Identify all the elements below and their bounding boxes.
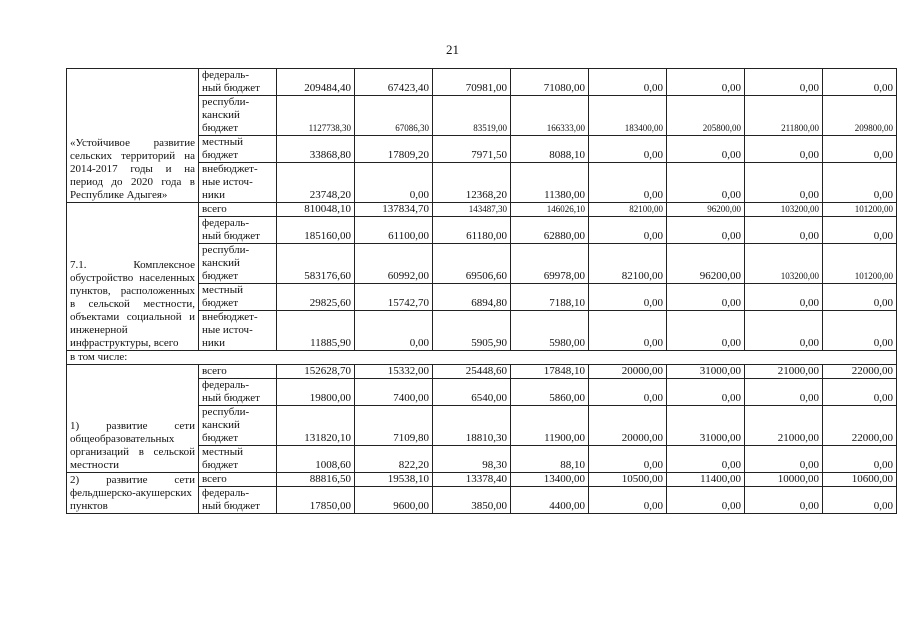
value-cell: 0,00 xyxy=(745,217,823,244)
value-cell: 5980,00 xyxy=(511,311,589,351)
value-cell: 0,00 xyxy=(745,446,823,473)
value-cell: 8088,10 xyxy=(511,136,589,163)
value-cell: 19800,00 xyxy=(277,379,355,406)
value-cell: 103200,00 xyxy=(745,244,823,284)
value-cell: 0,00 xyxy=(745,69,823,96)
value-cell: 96200,00 xyxy=(667,203,745,217)
table-row xyxy=(67,365,897,379)
value-cell: 5905,90 xyxy=(433,311,511,351)
funding-source-cell xyxy=(199,284,277,311)
funding-source-line: бюджет xyxy=(202,297,238,309)
value-cell: 0,00 xyxy=(745,163,823,203)
section-heading: в том числе: xyxy=(67,351,897,365)
funding-source-line: канский xyxy=(202,419,240,431)
value-cell: 0,00 xyxy=(667,217,745,244)
value-cell: 0,00 xyxy=(823,284,897,311)
value-cell: 70981,00 xyxy=(433,69,511,96)
funding-source-line: республи- xyxy=(202,406,250,418)
value-cell: 6894,80 xyxy=(433,284,511,311)
funding-source-line: республи- xyxy=(202,244,250,256)
value-cell: 10600,00 xyxy=(823,473,897,487)
value-cell: 1008,60 xyxy=(277,446,355,473)
funding-source-line: всего xyxy=(202,365,227,377)
value-cell: 0,00 xyxy=(589,311,667,351)
value-cell: 15332,00 xyxy=(355,365,433,379)
value-cell: 21000,00 xyxy=(745,406,823,446)
value-cell: 11900,00 xyxy=(511,406,589,446)
value-cell: 7109,80 xyxy=(355,406,433,446)
value-cell: 67086,30 xyxy=(355,96,433,136)
value-cell: 96200,00 xyxy=(667,244,745,284)
value-cell: 7400,00 xyxy=(355,379,433,406)
funding-source-cell xyxy=(199,406,277,446)
value-cell: 209484,40 xyxy=(277,69,355,96)
funding-source-line: канский xyxy=(202,257,240,269)
value-cell: 0,00 xyxy=(667,69,745,96)
funding-source-cell xyxy=(199,365,277,379)
value-cell: 62880,00 xyxy=(511,217,589,244)
funding-source-line: бюджет xyxy=(202,149,238,161)
funding-source-line: ный бюджет xyxy=(202,500,260,512)
funding-source-line: канский xyxy=(202,109,240,121)
value-cell: 88816,50 xyxy=(277,473,355,487)
value-cell: 29825,60 xyxy=(277,284,355,311)
value-cell: 211800,00 xyxy=(745,96,823,136)
value-cell: 61100,00 xyxy=(355,217,433,244)
funding-source-cell xyxy=(199,136,277,163)
funding-source-cell xyxy=(199,163,277,203)
value-cell: 20000,00 xyxy=(589,365,667,379)
value-cell: 82100,00 xyxy=(589,244,667,284)
value-cell: 11380,00 xyxy=(511,163,589,203)
value-cell: 0,00 xyxy=(823,217,897,244)
value-cell: 69506,60 xyxy=(433,244,511,284)
value-cell: 23748,20 xyxy=(277,163,355,203)
funding-source-line: федераль- xyxy=(202,487,249,499)
value-cell: 69978,00 xyxy=(511,244,589,284)
value-cell: 166333,00 xyxy=(511,96,589,136)
value-cell: 3850,00 xyxy=(433,487,511,514)
value-cell: 22000,00 xyxy=(823,365,897,379)
funding-source-line: республи- xyxy=(202,96,250,108)
funding-source-cell xyxy=(199,487,277,514)
value-cell: 0,00 xyxy=(745,311,823,351)
funding-source-line: ный бюджет xyxy=(202,392,260,404)
value-cell: 101200,00 xyxy=(823,203,897,217)
funding-source-cell xyxy=(199,446,277,473)
value-cell: 0,00 xyxy=(667,284,745,311)
value-cell: 0,00 xyxy=(667,163,745,203)
funding-source-cell xyxy=(199,244,277,284)
table-row xyxy=(67,203,897,217)
value-cell: 22000,00 xyxy=(823,406,897,446)
value-cell: 31000,00 xyxy=(667,406,745,446)
value-cell: 209800,00 xyxy=(823,96,897,136)
value-cell: 17848,10 xyxy=(511,365,589,379)
funding-source-line: федераль- xyxy=(202,379,249,391)
value-cell: 152628,70 xyxy=(277,365,355,379)
funding-source-line: ные источ- xyxy=(202,324,253,336)
funding-source-line: ный бюджет xyxy=(202,82,260,94)
value-cell: 0,00 xyxy=(355,163,433,203)
value-cell: 19538,10 xyxy=(355,473,433,487)
table-row xyxy=(67,69,897,96)
value-cell: 33868,80 xyxy=(277,136,355,163)
funding-source-line: всего xyxy=(202,203,227,215)
funding-source-line: ники xyxy=(202,337,226,349)
funding-source-cell xyxy=(199,217,277,244)
value-cell: 0,00 xyxy=(823,311,897,351)
value-cell: 10000,00 xyxy=(745,473,823,487)
funding-source-line: бюджет xyxy=(202,270,238,282)
value-cell: 7971,50 xyxy=(433,136,511,163)
budget-table xyxy=(66,68,897,514)
funding-source-line: внебюджет- xyxy=(202,163,258,175)
table-row xyxy=(67,473,897,487)
value-cell: 10500,00 xyxy=(589,473,667,487)
value-cell: 0,00 xyxy=(589,69,667,96)
value-cell: 61180,00 xyxy=(433,217,511,244)
value-cell: 0,00 xyxy=(745,379,823,406)
value-cell: 0,00 xyxy=(589,379,667,406)
funding-source-cell xyxy=(199,379,277,406)
funding-source-cell xyxy=(199,96,277,136)
funding-source-line: бюджет xyxy=(202,122,238,134)
value-cell: 5860,00 xyxy=(511,379,589,406)
value-cell: 131820,10 xyxy=(277,406,355,446)
value-cell: 0,00 xyxy=(823,163,897,203)
value-cell: 0,00 xyxy=(745,284,823,311)
value-cell: 143487,30 xyxy=(433,203,511,217)
funding-source-line: бюджет xyxy=(202,432,238,444)
value-cell: 0,00 xyxy=(589,136,667,163)
value-cell: 0,00 xyxy=(355,311,433,351)
value-cell: 0,00 xyxy=(589,487,667,514)
funding-source-line: всего xyxy=(202,473,227,485)
value-cell: 0,00 xyxy=(667,379,745,406)
table-row xyxy=(67,351,897,365)
value-cell: 0,00 xyxy=(823,446,897,473)
funding-source-cell xyxy=(199,473,277,487)
value-cell: 21000,00 xyxy=(745,365,823,379)
value-cell: 0,00 xyxy=(589,446,667,473)
funding-source-line: бюджет xyxy=(202,459,238,471)
value-cell: 0,00 xyxy=(667,136,745,163)
value-cell: 0,00 xyxy=(823,69,897,96)
program-cell: 7.1. Комплексное обустройство населенных пунктов, расположенных в сельской местности, объектами социальной и инженерной инфраструктуры, всего xyxy=(67,203,199,351)
table-body xyxy=(67,69,897,514)
value-cell: 0,00 xyxy=(823,487,897,514)
value-cell: 0,00 xyxy=(823,379,897,406)
value-cell: 0,00 xyxy=(589,217,667,244)
value-cell: 0,00 xyxy=(667,446,745,473)
value-cell: 0,00 xyxy=(589,284,667,311)
value-cell: 9600,00 xyxy=(355,487,433,514)
value-cell: 103200,00 xyxy=(745,203,823,217)
funding-source-cell xyxy=(199,203,277,217)
value-cell: 60992,00 xyxy=(355,244,433,284)
value-cell: 205800,00 xyxy=(667,96,745,136)
value-cell: 101200,00 xyxy=(823,244,897,284)
program-cell: 2) развитие сети фельдшерско-акушерских пунктов xyxy=(67,473,199,514)
page-number: 21 xyxy=(446,42,459,57)
value-cell: 11400,00 xyxy=(667,473,745,487)
value-cell: 1127738,30 xyxy=(277,96,355,136)
value-cell: 6540,00 xyxy=(433,379,511,406)
funding-source-cell xyxy=(199,311,277,351)
funding-source-line: местный xyxy=(202,136,243,148)
value-cell: 146026,10 xyxy=(511,203,589,217)
value-cell: 0,00 xyxy=(745,487,823,514)
funding-source-line: ники xyxy=(202,189,226,201)
value-cell: 0,00 xyxy=(667,487,745,514)
value-cell: 15742,70 xyxy=(355,284,433,311)
value-cell: 88,10 xyxy=(511,446,589,473)
value-cell: 822,20 xyxy=(355,446,433,473)
value-cell: 82100,00 xyxy=(589,203,667,217)
value-cell: 11885,90 xyxy=(277,311,355,351)
value-cell: 0,00 xyxy=(745,136,823,163)
value-cell: 12368,20 xyxy=(433,163,511,203)
program-cell: 1) развитие сети общеобразовательных организаций в сельской местности xyxy=(67,365,199,473)
value-cell: 0,00 xyxy=(589,163,667,203)
funding-source-line: федераль- xyxy=(202,69,249,81)
value-cell: 13400,00 xyxy=(511,473,589,487)
value-cell: 185160,00 xyxy=(277,217,355,244)
funding-source-line: федераль- xyxy=(202,217,249,229)
value-cell: 583176,60 xyxy=(277,244,355,284)
value-cell: 4400,00 xyxy=(511,487,589,514)
funding-source-line: местный xyxy=(202,284,243,296)
value-cell: 18810,30 xyxy=(433,406,511,446)
value-cell: 183400,00 xyxy=(589,96,667,136)
value-cell: 20000,00 xyxy=(589,406,667,446)
value-cell: 17809,20 xyxy=(355,136,433,163)
funding-source-cell xyxy=(199,69,277,96)
value-cell: 83519,00 xyxy=(433,96,511,136)
value-cell: 71080,00 xyxy=(511,69,589,96)
value-cell: 13378,40 xyxy=(433,473,511,487)
value-cell: 0,00 xyxy=(667,311,745,351)
value-cell: 0,00 xyxy=(823,136,897,163)
value-cell: 25448,60 xyxy=(433,365,511,379)
value-cell: 7188,10 xyxy=(511,284,589,311)
value-cell: 98,30 xyxy=(433,446,511,473)
program-cell: «Устойчивое развитие сельских территорий на 2014-2017 годы и на период до 2020 года в Республике Адыгея» xyxy=(67,69,199,203)
value-cell: 31000,00 xyxy=(667,365,745,379)
value-cell: 67423,40 xyxy=(355,69,433,96)
funding-source-line: местный xyxy=(202,446,243,458)
value-cell: 17850,00 xyxy=(277,487,355,514)
funding-source-line: внебюджет- xyxy=(202,311,258,323)
value-cell: 810048,10 xyxy=(277,203,355,217)
funding-source-line: ный бюджет xyxy=(202,230,260,242)
funding-source-line: ные источ- xyxy=(202,176,253,188)
value-cell: 137834,70 xyxy=(355,203,433,217)
